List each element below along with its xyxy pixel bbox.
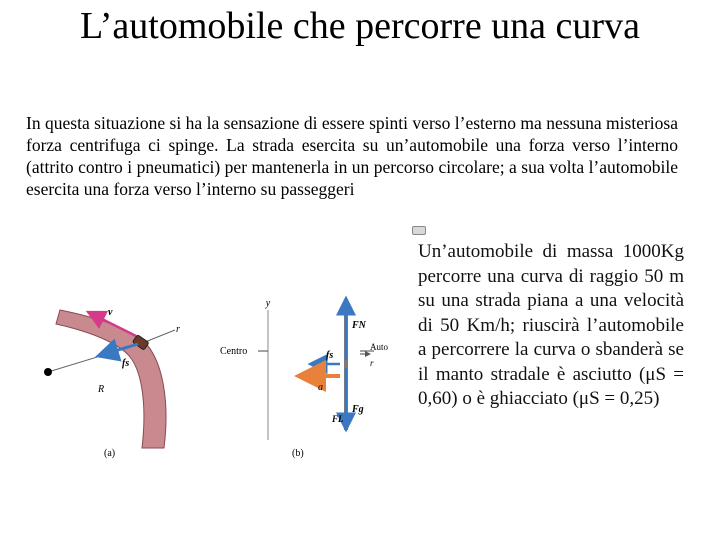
problem-text: Un’automobile di massa 1000Kg percorre una curva di raggio 50 m su una strada piana a una velocità di 50 Km/h; riuscirà l’automobile a percorrere la curva o sbanderà se il manto stradale è asciutto ( (418, 241, 684, 385)
label-r-a: r (176, 324, 180, 335)
label-v: v (108, 307, 113, 318)
slide-title: L’automobile che percorre una curva (80, 5, 640, 47)
label-FL: FL (332, 414, 344, 424)
label-fs-a: fs (122, 358, 130, 369)
caption-b: (b) (292, 448, 304, 459)
label-FN: FN (352, 320, 366, 331)
label-y: y (265, 298, 271, 309)
label-fs-b: fs (326, 350, 334, 361)
label-R: R (98, 384, 105, 395)
problem-statement (418, 240, 684, 412)
mu-dry: μS = 0,60 (418, 363, 685, 409)
label-r-b: r (370, 358, 374, 368)
panel-a (44, 307, 180, 459)
caption-a: (a) (104, 448, 116, 459)
problem-mid: ) o è ghiacciato ( (451, 388, 579, 409)
figure-svg (30, 290, 410, 465)
body-paragraph: In questa situazione si ha la sensazione di essere spinti verso l’esterno ma nessuna misteriosa forza centrifuga ci spinge. La strada esercita su un’automobile una forza verso l’interno (attrito contro i pneumatici) per mantenerla in un percorso circolare; a sua volta l’automobile esercita una forza verso l’interno su passeggeri (26, 113, 678, 199)
note-icon (412, 226, 426, 235)
center-dot (44, 368, 52, 376)
label-centro: Centro (220, 346, 248, 357)
panel-b (220, 298, 389, 459)
label-auto: Auto (370, 342, 388, 352)
car-on-curve-figure (30, 290, 410, 465)
mu-ice: μS = 0,25 (578, 388, 654, 409)
label-Fg: Fg (352, 404, 364, 415)
label-a: a (318, 382, 323, 393)
curved-road (56, 310, 166, 448)
problem-end: ) (653, 388, 660, 409)
